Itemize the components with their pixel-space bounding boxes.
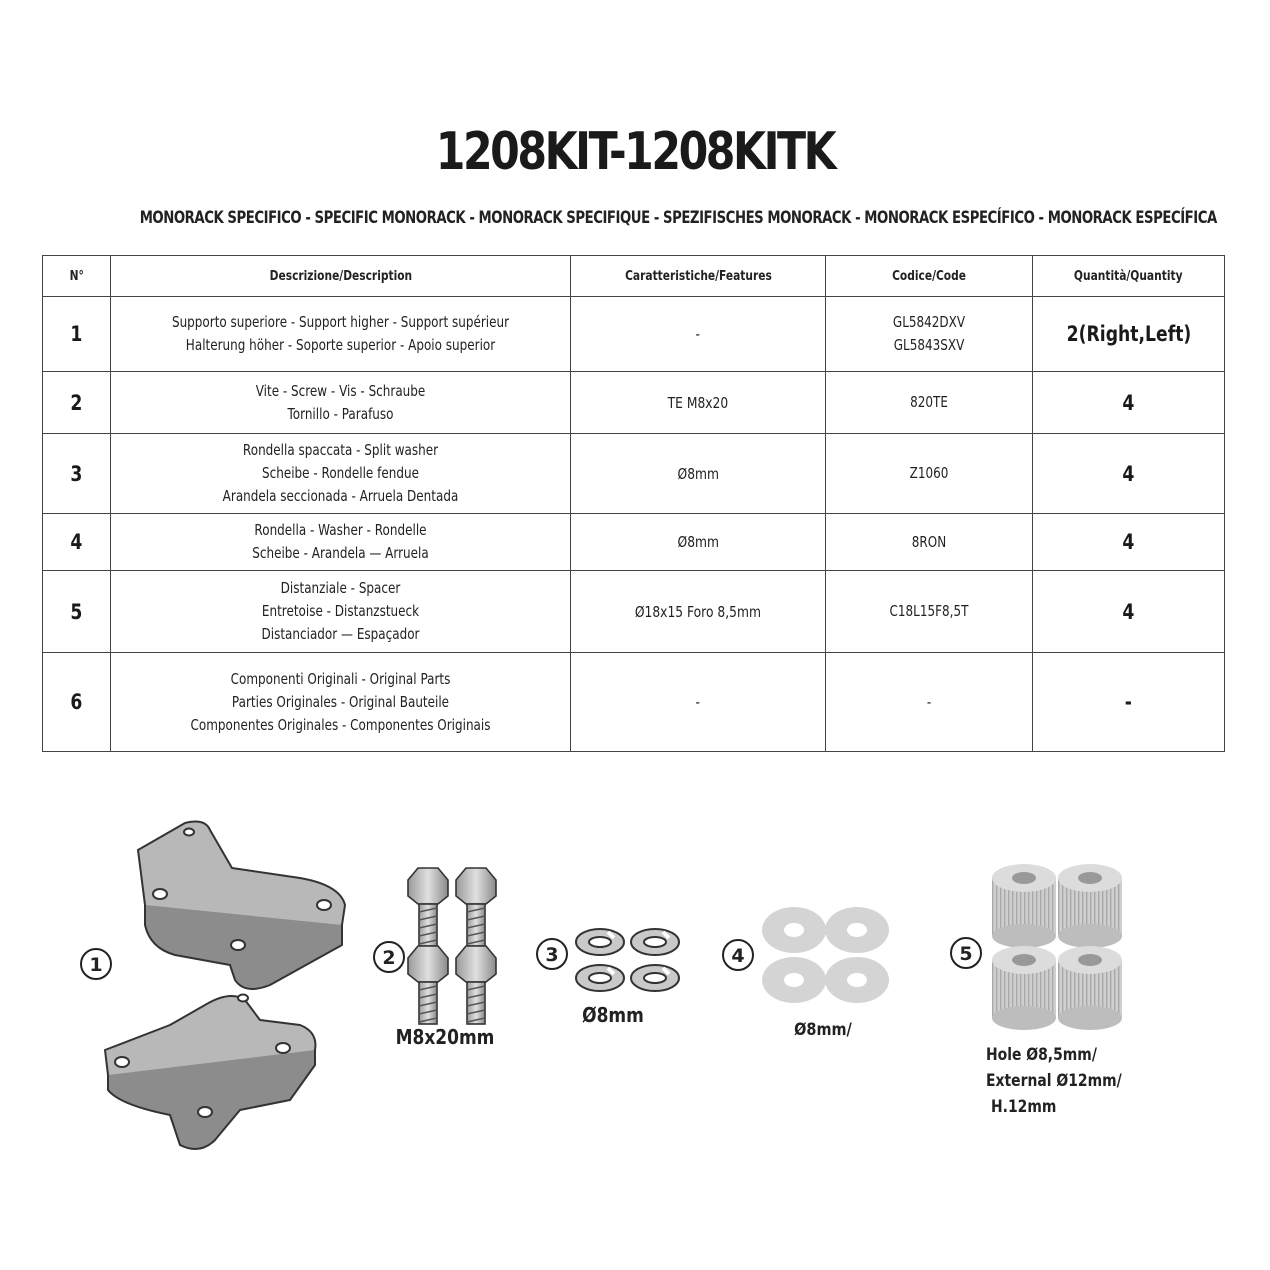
row-code: 820TE: [826, 372, 1033, 434]
caption-split-washers: Ø8mm: [582, 1004, 644, 1028]
row-description: Rondella - Washer - Rondelle Scheibe - Arandela — Arruela: [111, 514, 571, 571]
row-number: 1: [43, 297, 111, 372]
row-code: C18L15F8,5T: [826, 571, 1033, 653]
flat-washer-set: [762, 907, 889, 1003]
row-number: 5: [43, 571, 111, 653]
row-number: 2: [43, 372, 111, 434]
row-description: Supporto superiore - Support higher - Support supérieur Halterung höher - Soporte superior - Apoio superior: [111, 297, 571, 372]
caption-spacer-line-1: Hole Ø8,5mm/: [986, 1044, 1097, 1065]
bracket-upper: [138, 822, 345, 989]
row-quantity: 4: [1033, 434, 1225, 514]
callout-2: [374, 942, 404, 972]
row-features: -: [571, 297, 826, 372]
row-quantity: 4: [1033, 571, 1225, 653]
row-quantity: 2(Right,Left): [1033, 297, 1225, 372]
row-quantity: -: [1033, 653, 1225, 752]
callout-4: [723, 940, 753, 970]
row-description: Vite - Screw - Vis - Schraube Tornillo - Parafuso: [111, 372, 571, 434]
row-features: Ø18x15 Foro 8,5mm: [571, 571, 826, 653]
caption-spacer-line-3: H.12mm: [991, 1096, 1057, 1117]
row-description: Distanziale - Spacer Entretoise - Distanzstueck Distanciador — Espaçador: [111, 571, 571, 653]
caption-spacer-line-2: External Ø12mm/: [986, 1070, 1122, 1091]
bracket-lower: [105, 995, 315, 1150]
caption-flat-washers: Ø8mm/: [794, 1018, 852, 1040]
header-number: N°: [43, 256, 111, 297]
header-features: Caratteristiche/Features: [571, 256, 826, 297]
row-quantity: 4: [1033, 514, 1225, 571]
row-features: -: [571, 653, 826, 752]
row-number: 6: [43, 653, 111, 752]
row-features: Ø8mm: [571, 434, 826, 514]
svg-text:5: 5: [959, 943, 973, 965]
row-quantity: 4: [1033, 372, 1225, 434]
row-features: TE M8x20: [571, 372, 826, 434]
callout-3: [537, 939, 567, 969]
document-subtitle: MONORACK SPECIFICO - SPECIFIC MONORACK - MONORACK SPECIFIQUE - SPEZIFISCHES MONORACK - MONORACK ESPECÍFICO - MONORACK ESPECÍFICA: [139, 208, 1217, 228]
callout-1: [81, 949, 111, 979]
row-code: GL5842DXV GL5843SXV: [826, 297, 1033, 372]
row-code: -: [826, 653, 1033, 752]
svg-text:2: 2: [382, 947, 396, 969]
header-quantity: Quantità/Quantity: [1033, 256, 1225, 297]
row-description: Componenti Originali - Original Parts Parties Originales - Original Bauteile Componentes Originales - Componentes Originais: [111, 653, 571, 752]
row-number: 3: [43, 434, 111, 514]
document-title: 1208KIT-1208KITK: [435, 122, 835, 182]
split-washer-set: [576, 929, 679, 991]
bolt-set: [408, 868, 496, 1024]
row-code: 8RON: [826, 514, 1033, 571]
row-number: 4: [43, 514, 111, 571]
svg-text:3: 3: [545, 944, 559, 966]
spacer-set: [992, 864, 1122, 1030]
caption-bolts: M8x20mm: [395, 1026, 495, 1050]
svg-text:4: 4: [731, 945, 745, 967]
header-code: Codice/Code: [826, 256, 1033, 297]
row-features: Ø8mm: [571, 514, 826, 571]
svg-text:1: 1: [89, 954, 103, 976]
callout-5: [951, 938, 981, 968]
header-description: Descrizione/Description: [111, 256, 571, 297]
row-code: Z1060: [826, 434, 1033, 514]
row-description: Rondella spaccata - Split washer Scheibe - Rondelle fendue Arandela seccionada - Arruela Dentada: [111, 434, 571, 514]
